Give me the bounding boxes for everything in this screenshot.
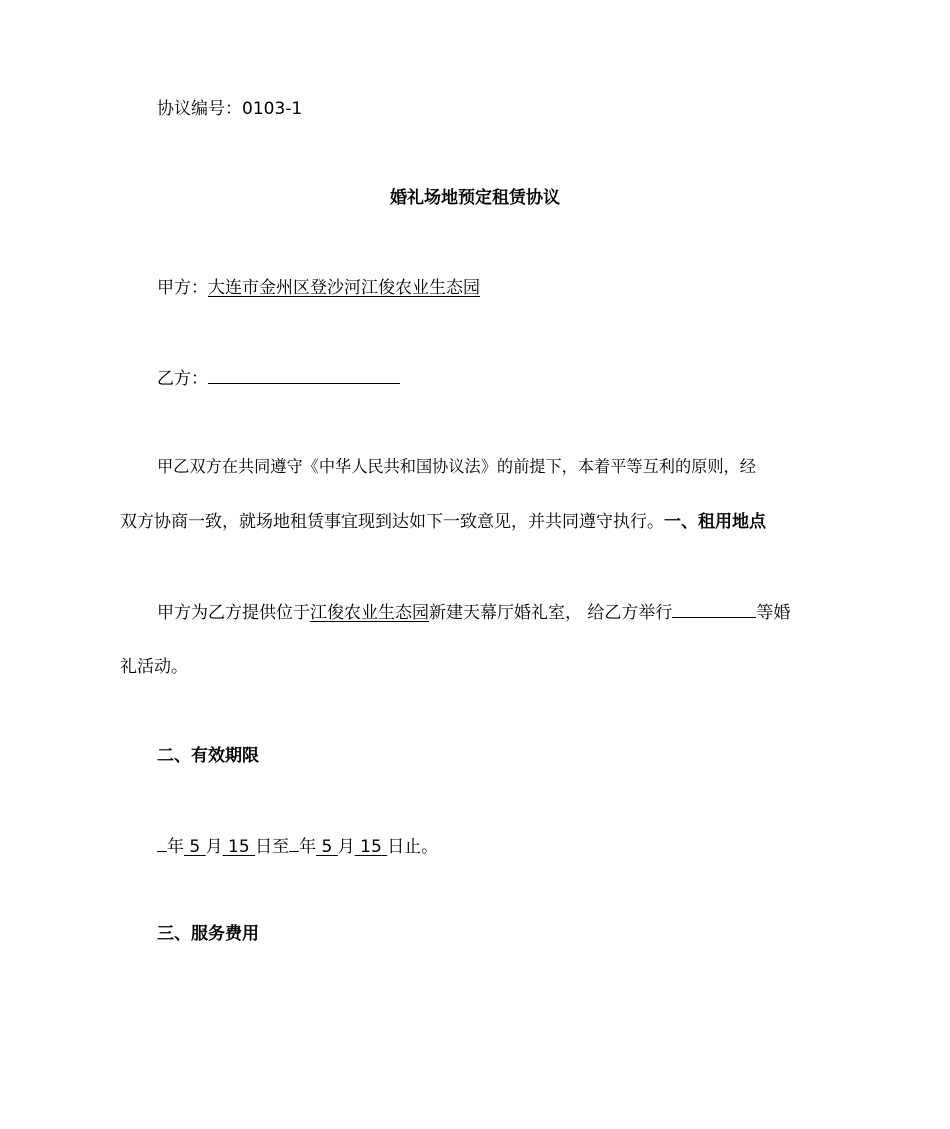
- period-day-1-value: 15: [228, 837, 250, 857]
- section3-heading: 三、服务费用: [157, 924, 259, 944]
- party-b-blank: [208, 365, 400, 384]
- section2-heading: 二、有效期限: [157, 746, 259, 766]
- party-b-label: 乙方：: [157, 369, 208, 389]
- agreement-number: 协议编号：0103-1: [157, 99, 303, 119]
- party-a-value: 大连市金州区登沙河江俊农业生态园: [208, 278, 480, 298]
- document-title: 婚礼场地预定租赁协议: [390, 188, 560, 208]
- period-month-2: 月: [337, 837, 355, 857]
- period-year-1: 年: [167, 837, 184, 857]
- event-blank: [672, 599, 756, 618]
- period-month-1: 月: [205, 837, 223, 857]
- end-year-blank: [289, 833, 299, 852]
- preamble-line-2: [120, 510, 766, 534]
- location-place: 江俊农业生态园: [310, 603, 429, 623]
- party-a-label: 甲方：: [157, 278, 208, 298]
- location-text-c: 等婚: [756, 603, 791, 623]
- location-line-1: [157, 599, 790, 623]
- period-month-2-value: 5: [321, 837, 333, 857]
- location-text-a: 甲方为乙方提供位于: [157, 603, 310, 623]
- period-day-2-value: 15: [360, 837, 382, 857]
- start-year-blank: [157, 833, 167, 852]
- preamble-line-1: 甲乙双方在共同遵守《中华人民共和国协议法》的前提下，本着平等互利的原则，经: [157, 457, 756, 476]
- section1-heading: 一、租用地点: [664, 512, 766, 532]
- period-to: 日至: [255, 837, 290, 857]
- period-end: 日止。: [387, 837, 439, 857]
- period-year-2: 年: [299, 837, 317, 857]
- party-a-line: [157, 276, 480, 300]
- period-month-1-value: 5: [189, 837, 201, 857]
- period-line: [157, 833, 438, 857]
- location-text-b: 新建天幕厅婚礼室， 给乙方举行: [429, 603, 673, 623]
- location-line-2: 礼活动。: [120, 657, 188, 677]
- party-b-line: [157, 365, 400, 389]
- preamble-text: 双方协商一致，就场地租赁事宜现到达如下一致意见，并共同遵守执行。: [120, 512, 664, 532]
